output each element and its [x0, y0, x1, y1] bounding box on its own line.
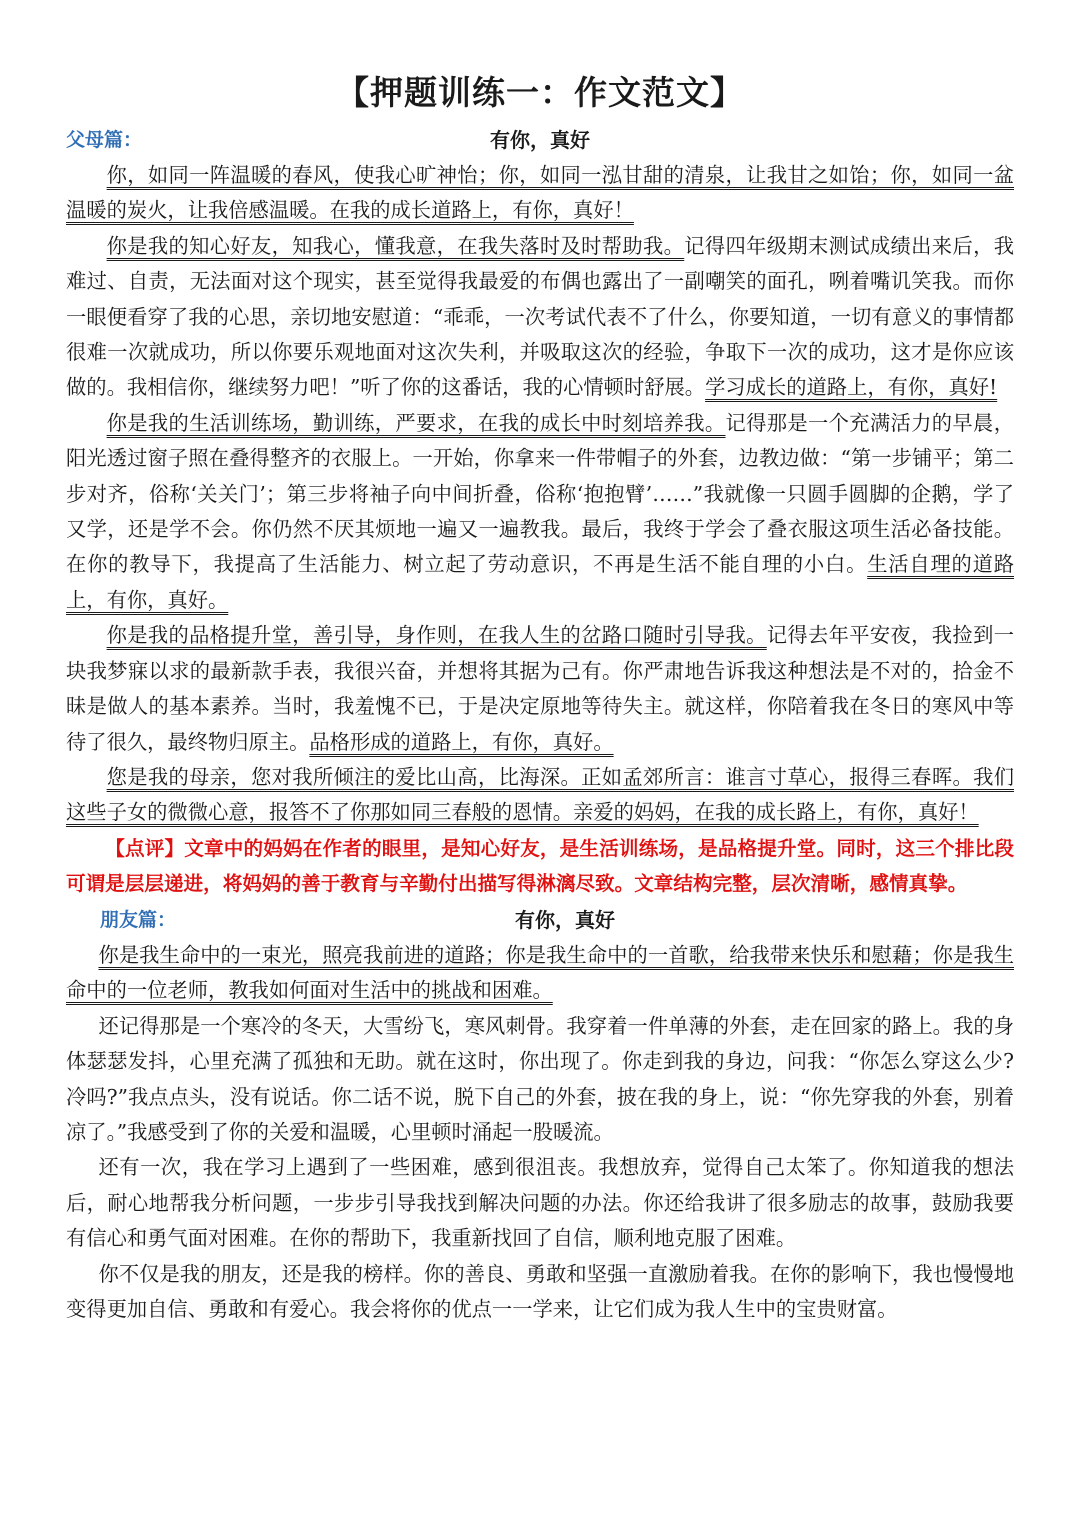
paragraph-text: 记得四年级期末测试成绩出来后，我难过、自责，无法面对这个现实，甚至觉得我最爱的布偶也露出了一副嘲笑的面孔，咧着嘴讥笑我。而你一眼便看穿了我的心思，亲切地安慰道：“乖乖，一次考试代表不了什么，你要知道，一切有意义的事情都很难一次就成功，所以你要乐观地面对这次失利，并吸取这次的经验，争取下一次的成功，这才是你应该做的。我相信你，继续努力吧！”听了你的这番话，我的心情顿时舒展。: [66, 233, 1014, 400]
paragraph: [66, 760, 1014, 831]
underlined-sentence: 你是我的生活训练场，勤训练，严要求，在我的成长中时刻培养我。: [106, 410, 726, 435]
paragraph: [66, 158, 1014, 229]
section-label-parents: 父母篇：: [66, 129, 143, 151]
underlined-sentence: 学习成长的道路上，有你，真好!: [705, 375, 998, 400]
paragraph: 还有一次，我在学习上遇到了一些困难，感到很沮丧。我想放弃，觉得自己太笨了。你知道我的想法后，耐心地帮我分析问题，一步步引导我找到解决问题的办法。你还给我讲了很多励志的故事，鼓励我要有信心和勇气面对困难。在你的帮助下，我重新找回了自信，顺利地克服了困难。: [66, 1155, 1014, 1251]
paragraph-text: 记得那是一个充满活力的早晨，阳光透过窗子照在叠得整齐的衣服上。一开始，你拿来一件带帽子的外套，边教边做：“第一步铺平；第二步对齐，俗称‘关关门’；第三步将袖子向中间折叠，俗称‘抱抱臂’……”我就像一只圆手圆脚的企鹅，学了又学，还是学不会。你仍然不厌其烦地一遍又一遍教我。最后，我终于学会了叠衣服这项生活必备技能。在你的教导下，我提高了生活能力、树立起了劳动意识，不再是生活不能自理的小白。: [66, 410, 1014, 577]
paragraph: [66, 938, 1014, 1009]
underlined-sentence: 你，如同一阵温暖的春风，使我心旷神怡；你，如同一泓甘甜的清泉，让我甘之如饴；你，如同一盆温暖的炭火，让我倍感温暖。在我的成长道路上，有你，真好！: [66, 163, 1014, 223]
section-header-parents: [66, 122, 1014, 158]
underlined-sentence: 生活自理的道路上，有你，真好。: [66, 552, 1014, 612]
underlined-sentence: 你是我生命中的一束光，照亮我前进的道路；你是我生命中的一首歌，给我带来快乐和慰藉；你是我生命中的一位老师，教我如何面对生活中的挑战和困难。: [66, 942, 1014, 1003]
essay-title-friends: 有你，真好: [515, 907, 615, 932]
paragraph: 还记得那是一个寒冷的冬天，大雪纷飞，寒风刺骨。我穿着一件单薄的外套，走在回家的路上。我的身体瑟瑟发抖，心里充满了孤独和无助。就在这时，你出现了。你走到我的身边，问我：“你怎么穿这么少?冷吗?”我点点头，没有说话。你二话不说，脱下自己的外套，披在我的身上，说：“你先穿我的外套，别着凉了。”我感受到了你的关爱和温暖，心里顿时涌起一股暖流。: [66, 1013, 1014, 1144]
section-label-friends: 朋友篇：: [100, 908, 177, 931]
underlined-sentence: 你是我的品格提升堂，善引导，身作则，在我人生的岔路口随时引导我。: [106, 623, 767, 648]
page-title: 【押题训练一：作文范文】: [336, 73, 744, 112]
paragraph: [66, 229, 1014, 406]
underlined-sentence: 品格形成的道路上，有你，真好。: [309, 729, 614, 754]
paragraph: [66, 618, 1014, 760]
paragraph-text: 记得去年平安夜，我捡到一块我梦寐以求的最新款手表，我很兴奋，并想将其据为己有。你严肃地告诉我这种想法是不对的，拾金不昧是做人的基本素养。当时，我羞愧不已，于是决定原地等待失主。就这样，你陪着我在冬日的寒风中等待了很久，最终物归原主。: [66, 623, 1014, 754]
underlined-sentence: 您是我的母亲，您对我所倾注的爱比山高，比海深。正如孟郊所言：谁言寸草心，报得三春晖。我们这些子女的微微心意，报答不了你那如同三春般的恩情。亲爱的妈妈，在我的成长路上，有你，真好！: [66, 764, 1014, 825]
paragraph: [66, 406, 1014, 618]
section-header-friends: [66, 902, 1014, 938]
underlined-sentence: 你是我的知心好友，知我心，懂我意，在我失落时及时帮助我。: [106, 233, 685, 258]
essay-title-parents: 有你，真好: [490, 128, 590, 152]
review-comment: 【点评】文章中的妈妈在作者的眼里，是知心好友，是生活训练场，是品格提升堂。同时，这三个排比段可谓是层层递进，将妈妈的善于教育与辛勤付出描写得淋漓尽致。文章结构完整，层次清晰，感情真挚。: [66, 836, 1014, 896]
paragraph: 你不仅是我的朋友，还是我的榜样。你的善良、勇敢和坚强一直激励着我。在你的影响下，我也慢慢地变得更加自信、勇敢和有爱心。我会将你的优点一一学来，让它们成为我人生中的宝贵财富。: [66, 1261, 1014, 1321]
